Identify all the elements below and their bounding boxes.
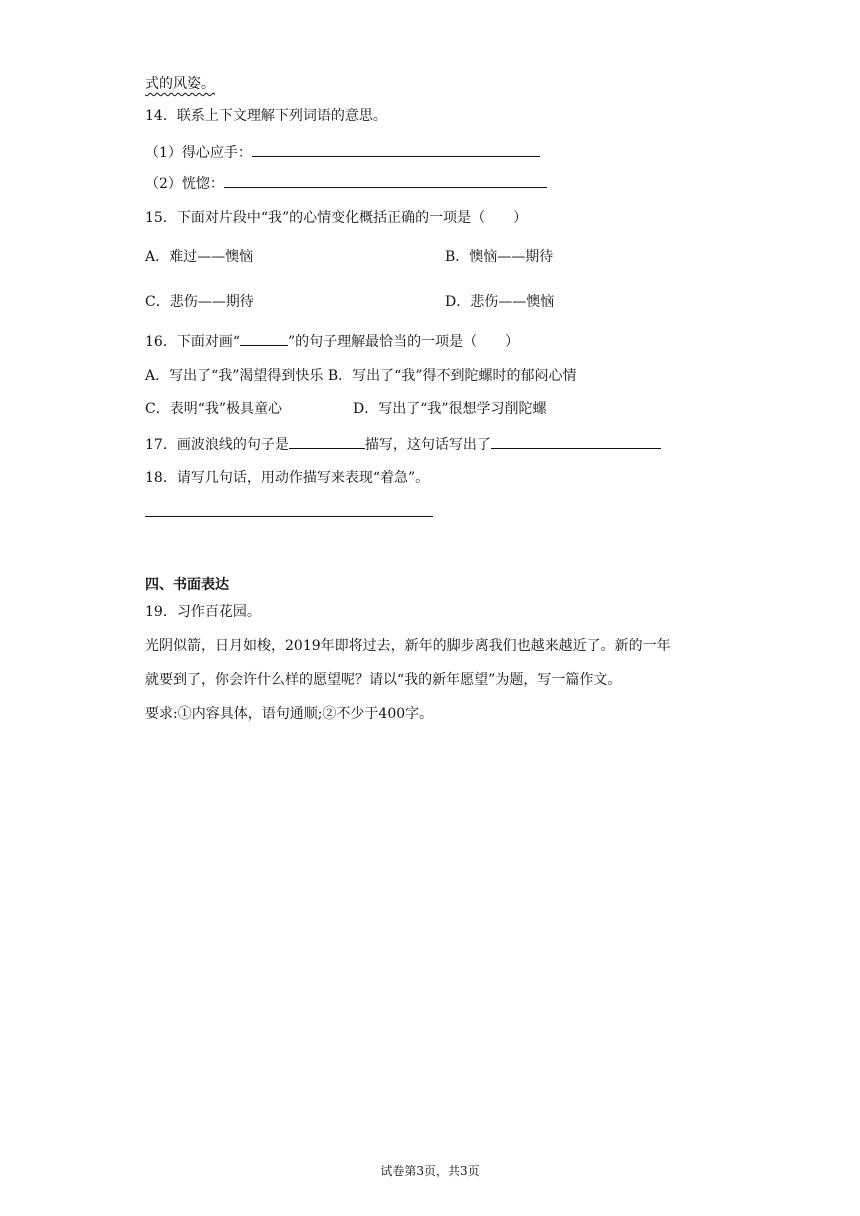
question-14-item-1-label: （1）得心应手： [145, 145, 252, 161]
question-15: 15．下面对片段中“我”的心情变化概括正确的一项是（ ） [145, 210, 528, 226]
question-16-text-start: 16．下面对画“ [145, 334, 240, 350]
question-14-item-2 [145, 173, 547, 194]
passage-continuation [145, 74, 215, 94]
question-17-text-mid: 描写，这句话写出了 [364, 437, 491, 453]
question-18: 18．请写几句话，用动作描写来表现“着急”。 [145, 470, 430, 486]
answer-blank-17-2[interactable] [491, 434, 661, 449]
question-15-option-b: B．懊恼——期待 [445, 249, 554, 265]
answer-blank-17-1[interactable] [289, 434, 365, 449]
question-14: 14．联系上下文理解下列词语的意思。 [145, 108, 387, 124]
underline-sample [240, 331, 288, 346]
question-15-option-a: A．难过——懊恼 [145, 249, 254, 265]
page-footer: 试卷第3页，共3页 [380, 1164, 480, 1178]
question-15-option-c: C．悲伤——期待 [145, 294, 254, 310]
question-16-options-ab: A．写出了“我”渴望得到快乐 B．写出了“我”得不到陀螺时的郁闷心情 [145, 368, 577, 384]
section-heading: 四、书面表达 [145, 577, 229, 593]
question-16-option-d: D．写出了“我”很想学习削陀螺 [353, 401, 547, 417]
answer-blank-14-2[interactable] [224, 173, 547, 188]
question-17 [145, 434, 661, 455]
question-14-item-1 [145, 142, 540, 163]
wavy-underlined-text: 式的风姿。 [145, 76, 215, 92]
question-19-requirements: 要求:①内容具体，语句通顺;②不少于400字。 [145, 706, 434, 722]
answer-line-18[interactable] [145, 516, 433, 517]
question-15-option-d: D．悲伤——懊恼 [445, 294, 555, 310]
question-16 [145, 331, 519, 352]
answer-blank-14-1[interactable] [252, 142, 540, 157]
question-14-item-2-label: （2）恍惚： [145, 176, 224, 192]
question-17-text-start: 17．画波浪线的句子是 [145, 437, 289, 453]
question-19-paragraph-2: 就要到了，你会许什么样的愿望呢？请以“我的新年愿望”为题，写一篇作文。 [145, 672, 622, 688]
question-19: 19．习作百花园。 [145, 604, 261, 620]
question-16-option-c: C．表明“我”极具童心 [145, 401, 283, 417]
question-16-text-end: ”的句子理解最恰当的一项是（ ） [287, 334, 520, 350]
question-19-paragraph-1: 光阴似箭，日月如梭，2019年即将过去，新年的脚步离我们也越来越近了。新的一年 [145, 638, 671, 654]
